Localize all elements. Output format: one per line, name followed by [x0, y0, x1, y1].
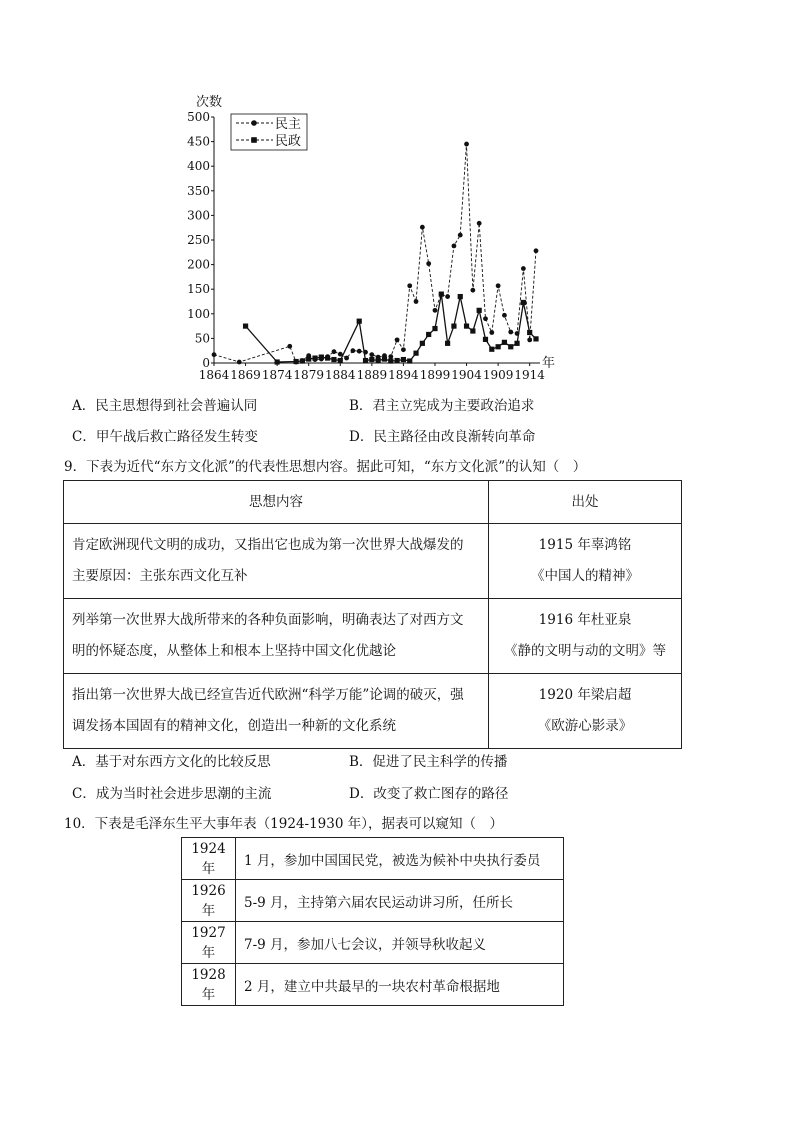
- data-point-民政: [306, 356, 311, 361]
- q9-table-header: [64, 481, 682, 524]
- data-point-民政: [527, 330, 532, 335]
- y-tick-label: 450: [187, 134, 210, 149]
- data-point-民政: [369, 357, 374, 362]
- x-ticks: [199, 363, 546, 382]
- data-point-民政: [363, 358, 368, 363]
- data-point-民政: [496, 344, 501, 349]
- q10-table: [181, 837, 564, 1006]
- x-tick-label: 1909: [482, 368, 514, 382]
- data-point-民政: [382, 356, 387, 361]
- data-point-民政: [439, 292, 444, 297]
- series-group: [212, 142, 539, 365]
- y-tick-label: 400: [187, 159, 210, 174]
- data-point-民主: [496, 283, 501, 288]
- data-point-民政: [376, 358, 381, 363]
- data-point-民政: [477, 308, 482, 313]
- data-point-民政: [401, 357, 406, 362]
- q9-row-2-content: 列举第一次世界大战所带来的各种负面影响，明确表达了对西方文 明的怀疑态度，从整体上和根本上坚持中国文化优越论: [64, 599, 489, 674]
- data-point-民主: [521, 266, 526, 271]
- x-tick-label: 1889: [356, 368, 388, 382]
- table-row: [64, 599, 682, 674]
- data-point-民主: [363, 350, 368, 355]
- data-point-民政: [331, 357, 336, 362]
- data-point-民主: [212, 352, 217, 357]
- data-point-民主: [508, 330, 513, 335]
- data-point-民政: [325, 355, 330, 360]
- q10-row-2-year: 1926 年: [182, 880, 236, 922]
- data-point-民主: [527, 337, 532, 342]
- data-point-民政: [312, 355, 317, 360]
- table-row: [64, 674, 682, 749]
- data-point-民政: [357, 319, 362, 324]
- q9-option-b[interactable]: B．促进了民主科学的传播: [349, 754, 508, 770]
- q8-option-d[interactable]: D．民主路径由改良渐转向革命: [349, 429, 536, 445]
- data-point-民政: [445, 341, 450, 346]
- y-tick-label: 200: [187, 257, 210, 272]
- data-point-民主: [332, 349, 337, 354]
- data-point-民政: [432, 326, 437, 331]
- data-point-民主: [344, 356, 349, 361]
- q10-row-3-event: 7-9 月，参加八七会议，并领导秋收起义: [236, 922, 564, 964]
- data-point-民政: [275, 359, 280, 364]
- x-tick-label: 1899: [419, 368, 451, 382]
- data-point-民政: [464, 324, 469, 329]
- data-point-民政: [458, 294, 463, 299]
- data-point-民政: [470, 328, 475, 333]
- x-tick-label: 1864: [198, 368, 230, 382]
- data-point-民主: [458, 233, 463, 238]
- x-tick-label: 1874: [261, 368, 293, 382]
- data-point-民主: [401, 347, 406, 352]
- x-tick-label: 1869: [230, 368, 261, 382]
- legend-label-民政: 民政: [275, 134, 302, 149]
- q10-row-2-event: 5-9 月，主持第六届农民运动讲习所，任所长: [236, 880, 564, 922]
- legend-label-民主: 民主: [275, 117, 302, 132]
- data-point-民主: [395, 337, 400, 342]
- q10-row-1-year: 1924 年: [182, 838, 236, 880]
- legend-marker-民主: [251, 120, 257, 126]
- data-point-民政: [338, 358, 343, 363]
- line-chart: [180, 90, 560, 385]
- data-point-民主: [534, 248, 539, 253]
- data-point-民政: [388, 358, 393, 363]
- q9-stem: 9．下表为近代“东方文化派”的代表性思想内容。据此可知，“东方文化派”的认知（ ）: [64, 459, 587, 475]
- data-point-民政: [420, 341, 425, 346]
- data-point-民主: [515, 331, 520, 336]
- data-point-民主: [470, 288, 475, 293]
- series-line-民主: [214, 144, 536, 362]
- q10-row-3-year: 1927 年: [182, 922, 236, 964]
- y-tick-label: 500: [187, 110, 210, 124]
- q10-row-1-event: 1 月，参加中国国民党，被选为候补中央执行委员: [236, 838, 564, 880]
- data-point-民主: [420, 225, 425, 230]
- data-point-民政: [243, 324, 248, 329]
- q9-header-content: 思想内容: [64, 481, 489, 524]
- data-point-民主: [287, 344, 292, 349]
- data-point-民主: [351, 348, 356, 353]
- q9-header-source: 出处: [489, 481, 682, 524]
- q10-row-4-event: 2 月，建立中共最早的一块农村革命根据地: [236, 964, 564, 1006]
- data-point-民政: [514, 341, 519, 346]
- table-row: [182, 964, 564, 1006]
- data-point-民政: [300, 358, 305, 363]
- data-point-民主: [357, 349, 362, 354]
- y-ticks: [187, 110, 214, 370]
- q10-row-4-year: 1928 年: [182, 964, 236, 1006]
- data-point-民政: [394, 358, 399, 363]
- q8-option-a[interactable]: A．民主思想得到社会普遍认同: [72, 398, 258, 414]
- data-point-民政: [483, 337, 488, 342]
- data-point-民主: [502, 313, 507, 318]
- y-axis-label: 次数: [196, 95, 223, 110]
- data-point-民主: [433, 308, 438, 313]
- data-point-民政: [426, 332, 431, 337]
- x-tick-label: 1894: [388, 368, 419, 382]
- data-point-民政: [407, 358, 412, 363]
- data-point-民主: [338, 352, 343, 357]
- x-tick-label: 1914: [514, 368, 545, 382]
- q9-row-3-content: 指出第一次世界大战已经宣告近代欧洲“科学万能”论调的破灭，强 调发扬本国固有的精神文化，创造出一种新的文化系统: [64, 674, 489, 749]
- data-point-民主: [452, 244, 457, 249]
- q9-row-2-source: 1916 年杜亚泉 《静的文明与动的文明》等: [489, 599, 682, 674]
- x-tick-label: 1904: [451, 368, 482, 382]
- data-point-民政: [502, 340, 507, 345]
- data-point-民主: [483, 316, 488, 321]
- q9-row-1-source: 1915 年辜鸿铭 《中国人的精神》: [489, 524, 682, 599]
- y-tick-label: 50: [194, 331, 210, 346]
- q9-option-d[interactable]: D．改变了救亡图存的路径: [349, 786, 509, 802]
- table-row: [182, 838, 564, 880]
- y-tick-label: 350: [187, 183, 210, 198]
- q9-option-c[interactable]: C．成为当时社会进步思潮的主流: [72, 786, 272, 802]
- data-point-民主: [426, 261, 431, 266]
- data-point-民政: [489, 347, 494, 352]
- y-tick-label: 0: [202, 356, 210, 370]
- table-row: [182, 922, 564, 964]
- q9-table: [63, 480, 682, 749]
- x-tick-label: 1884: [325, 368, 356, 382]
- y-tick-label: 300: [187, 208, 210, 223]
- data-point-民主: [407, 283, 412, 288]
- x-axis-label: 年: [542, 356, 556, 371]
- data-point-民政: [508, 344, 513, 349]
- table-row: [182, 880, 564, 922]
- data-point-民政: [293, 359, 298, 364]
- data-point-民政: [413, 351, 418, 356]
- y-tick-label: 250: [187, 233, 210, 247]
- q9-option-a[interactable]: A．基于对东西方文化的比较反思: [72, 754, 271, 770]
- data-point-民政: [533, 336, 538, 341]
- data-point-民政: [521, 300, 526, 305]
- data-point-民主: [477, 221, 482, 226]
- data-point-民主: [369, 352, 374, 357]
- data-point-民主: [464, 142, 469, 147]
- data-point-民主: [445, 294, 450, 299]
- q8-option-b[interactable]: B．君主立宪成为主要政治追求: [349, 398, 535, 414]
- y-tick-label: 100: [187, 306, 210, 321]
- data-point-民主: [489, 330, 494, 335]
- data-point-民主: [388, 354, 393, 359]
- q8-option-c[interactable]: C．甲午战后救亡路径发生转变: [72, 429, 258, 445]
- data-point-民主: [237, 360, 242, 365]
- legend: [231, 114, 307, 150]
- table-row: [64, 524, 682, 599]
- q10-stem: 10．下表是毛泽东生平大事年表（1924-1930 年），据表可以窥知（ ）: [64, 816, 503, 832]
- data-point-民政: [451, 324, 456, 329]
- q9-row-1-content: 肯定欧洲现代文明的成功，又指出它也成为第一次世界大战爆发的 主要原因：主张东西文化互补: [64, 524, 489, 599]
- legend-marker-民政: [251, 137, 257, 143]
- y-tick-label: 150: [187, 282, 210, 297]
- data-point-民政: [319, 354, 324, 359]
- x-tick-label: 1879: [293, 368, 324, 382]
- q9-row-3-source: 1920 年梁启超 《欧游心影录》: [489, 674, 682, 749]
- data-point-民主: [414, 299, 419, 304]
